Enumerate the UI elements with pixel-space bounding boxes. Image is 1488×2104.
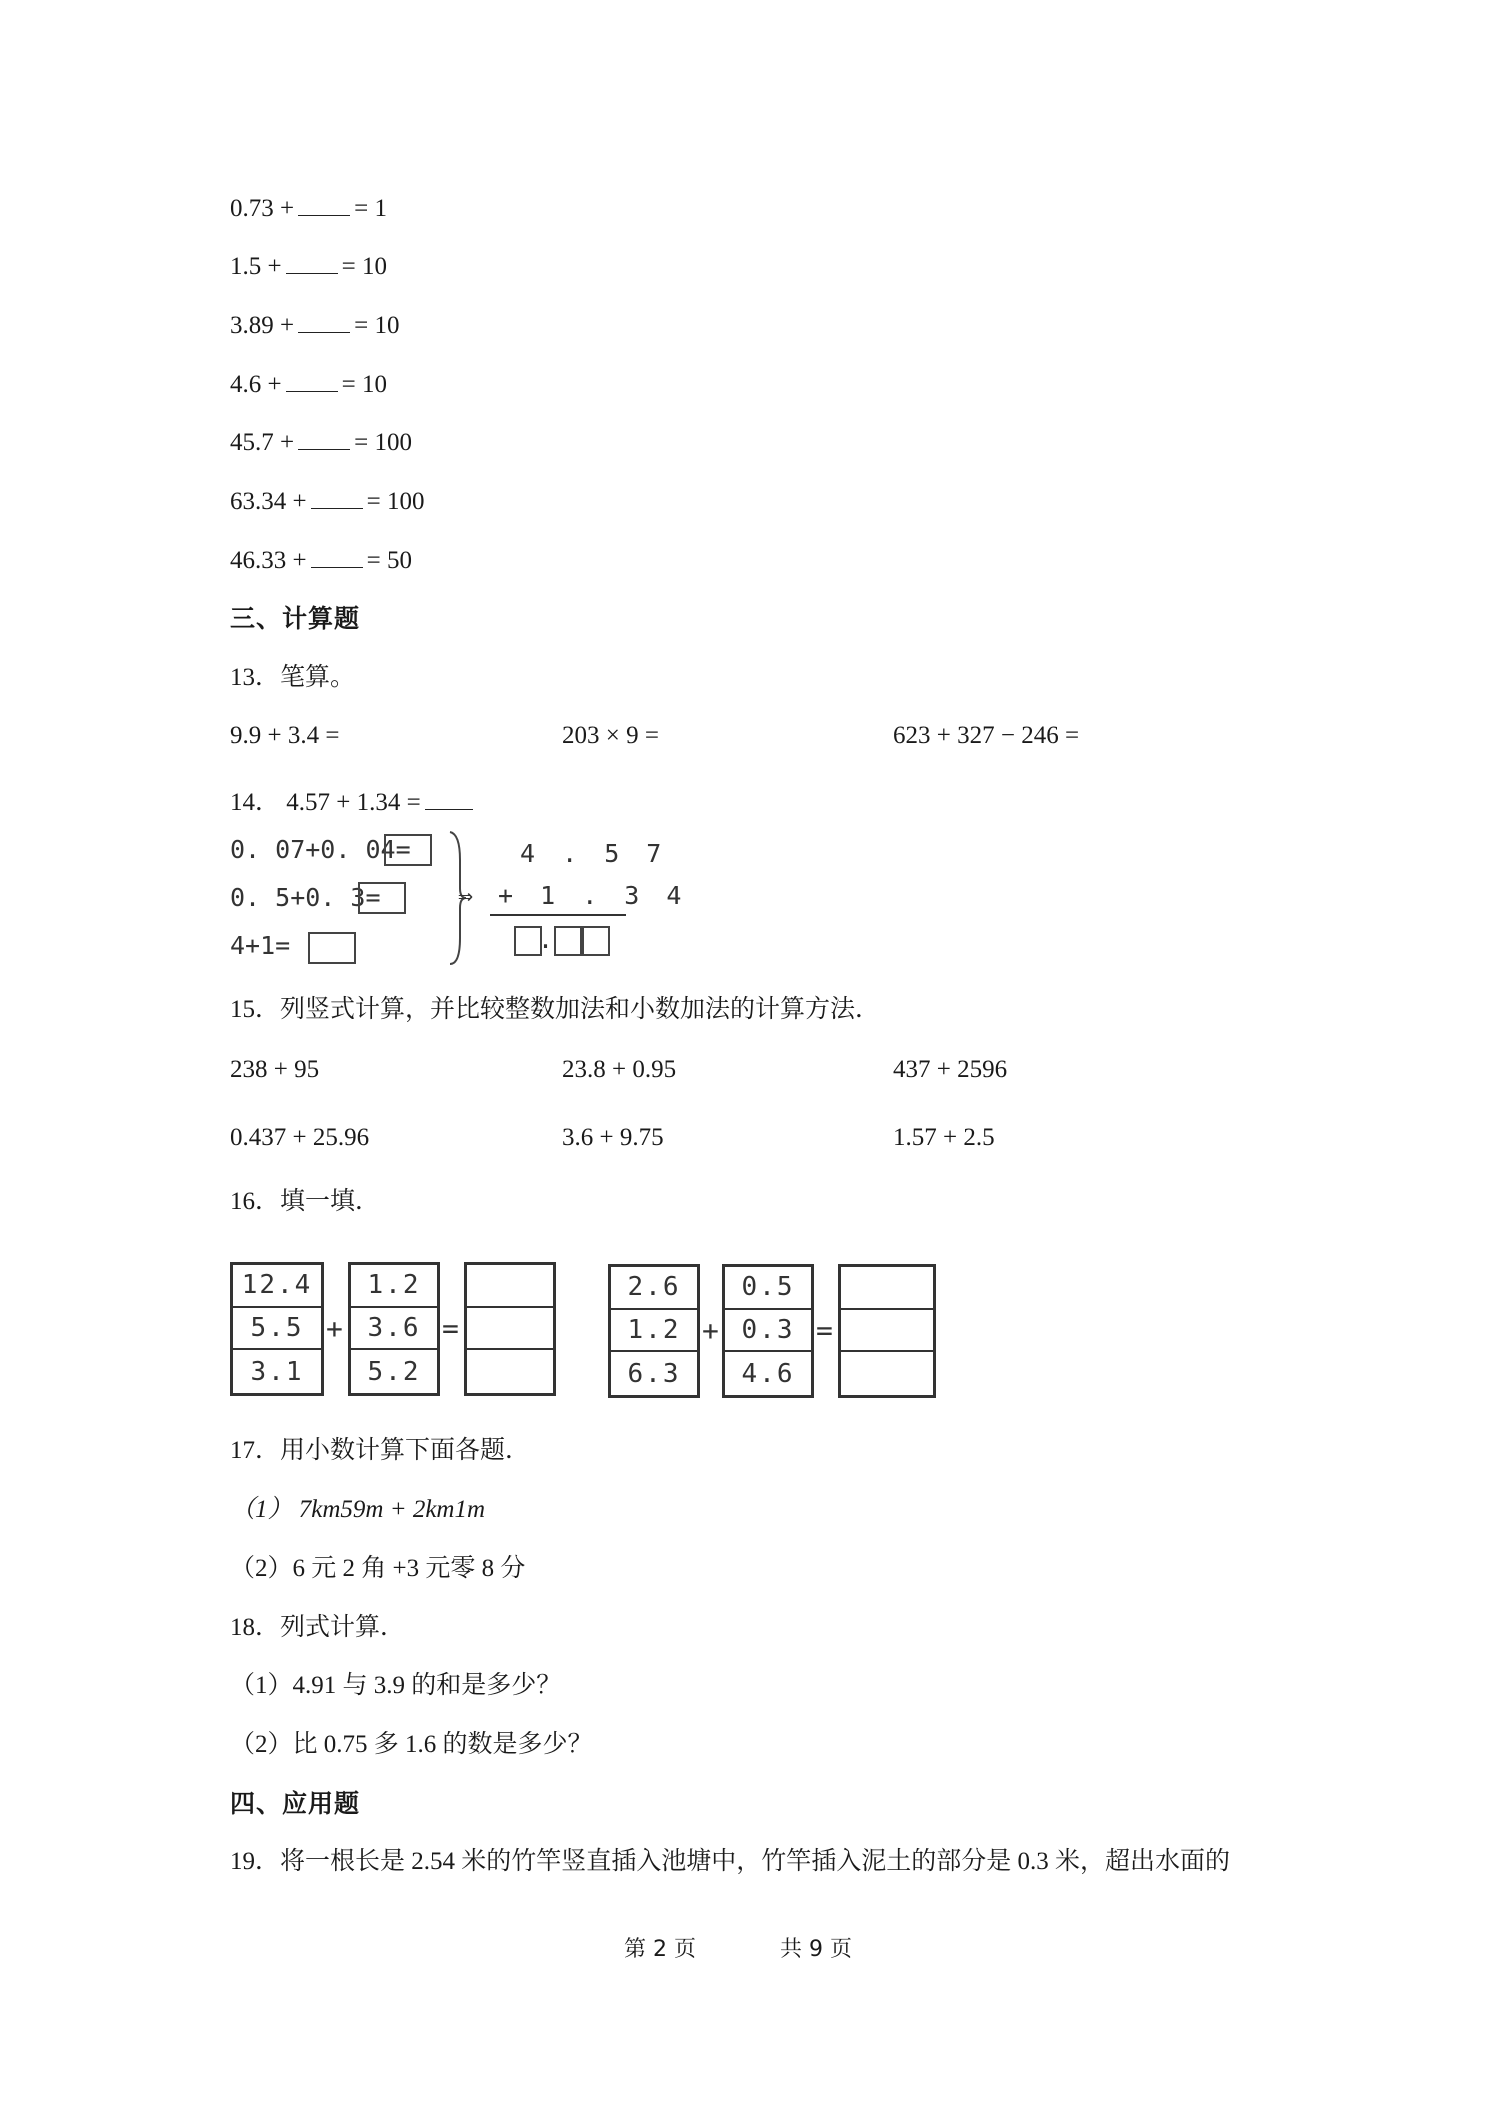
answer-cell[interactable] xyxy=(841,1310,933,1353)
question-19: 19．将一根长是 2.54 米的竹竿竖直插入池塘中，竹竿插入泥土的部分是 0.3 米，超出水面的 xyxy=(230,1848,1231,1875)
q13-item: 9.9 + 3.4 = xyxy=(230,722,340,749)
page-number: 第 2 页 xyxy=(624,1937,696,1962)
number-cell: 5.2 xyxy=(367,1356,421,1387)
answer-cell[interactable] xyxy=(467,1308,553,1351)
answer-box[interactable] xyxy=(384,834,432,866)
q15-item: 238 + 95 xyxy=(230,1056,320,1083)
q18-part-2: （2）比 0.75 多 1.6 的数是多少？ xyxy=(230,1731,593,1758)
arrow-icon: ⇒ xyxy=(458,881,474,910)
q13-item: 623 + 327 − 246 = xyxy=(893,722,1080,749)
fill-item: 0.73 + = 1 xyxy=(230,195,387,222)
q18-part-1: （1）4.91 与 3.9 的和是多少？ xyxy=(230,1672,562,1699)
q14-step: 4+1= xyxy=(230,931,291,960)
q15-item: 0.437 + 25.96 xyxy=(230,1124,370,1151)
question-18: 18．列式计算． xyxy=(230,1614,406,1641)
question-15: 15．列竖式计算，并比较整数加法和小数加法的计算方法． xyxy=(230,996,881,1023)
q14-step: 0. 07+0. 04= xyxy=(230,835,411,864)
fill-item: 63.34 + = 100 xyxy=(230,488,425,515)
plus-sign: + xyxy=(326,1312,343,1345)
answer-cell[interactable] xyxy=(841,1352,933,1395)
answer-box[interactable] xyxy=(582,926,610,956)
question-14: 14． 4.57 + 1.34 = xyxy=(230,787,477,819)
number-cell: 1.2 xyxy=(351,1265,437,1308)
number-cell: 1.2 xyxy=(611,1310,697,1353)
q14-step: 0. 5+0. 3= xyxy=(230,883,381,912)
number-cell: 5.5 xyxy=(233,1308,321,1351)
number-cell: 4.6 xyxy=(741,1358,795,1389)
number-cell: 12.4 xyxy=(233,1265,321,1308)
fill-item: 1.5 + = 10 xyxy=(230,253,387,280)
answer-column[interactable] xyxy=(464,1262,556,1396)
q15-item: 23.8 + 0.95 xyxy=(562,1056,677,1083)
number-cell: 3.6 xyxy=(351,1308,437,1351)
decimal-point: . xyxy=(538,925,554,954)
fill-item: 46.33 + = 50 xyxy=(230,547,412,574)
section-heading: 三、计算题 xyxy=(230,604,361,633)
answer-box[interactable] xyxy=(358,882,406,914)
sum-line xyxy=(490,914,626,916)
number-cell: 0.3 xyxy=(725,1310,811,1353)
plus-sign: + xyxy=(702,1314,719,1347)
answer-column[interactable] xyxy=(838,1264,936,1398)
q15-item: 1.57 + 2.5 xyxy=(893,1124,995,1151)
number-cell: 6.3 xyxy=(627,1358,681,1389)
section-heading: 四、应用题 xyxy=(230,1789,361,1818)
q17-part-2: （2）6 元 2 角 +3 元零 8 分 xyxy=(230,1555,526,1582)
number-column xyxy=(348,1262,440,1396)
fill-item: 3.89 + = 10 xyxy=(230,312,400,339)
equals-sign: = xyxy=(442,1312,459,1345)
q15-item: 437 + 2596 xyxy=(893,1056,1008,1083)
answer-box[interactable] xyxy=(554,926,582,956)
q13-item: 203 × 9 = xyxy=(562,722,659,749)
q14-vertical-top: 4 . 5 7 xyxy=(520,839,668,868)
equals-sign: = xyxy=(816,1314,833,1347)
question-16: 16．填一填． xyxy=(230,1188,381,1215)
answer-box[interactable] xyxy=(308,932,356,964)
answer-cell[interactable] xyxy=(467,1265,553,1308)
q17-part-1: （1） 7km59m + 2km1m xyxy=(230,1496,486,1523)
fill-item: 45.7 + = 100 xyxy=(230,429,412,456)
question-17: 17．用小数计算下面各题． xyxy=(230,1437,531,1464)
q14-vertical-middle: + 1 . 3 4 xyxy=(498,881,688,910)
number-column xyxy=(230,1262,324,1396)
number-cell: 0.5 xyxy=(725,1267,811,1310)
number-cell: 2.6 xyxy=(611,1267,697,1310)
number-cell: 3.1 xyxy=(250,1356,304,1387)
q15-item: 3.6 + 9.75 xyxy=(562,1124,664,1151)
answer-cell[interactable] xyxy=(841,1267,933,1310)
page-total: 共 9 页 xyxy=(780,1937,852,1962)
question-13: 13．笔算。 xyxy=(230,664,356,691)
number-column xyxy=(608,1264,700,1398)
answer-cell[interactable] xyxy=(467,1350,553,1393)
q14-figure xyxy=(228,828,688,968)
number-column xyxy=(722,1264,814,1398)
fill-item: 4.6 + = 10 xyxy=(230,371,387,398)
